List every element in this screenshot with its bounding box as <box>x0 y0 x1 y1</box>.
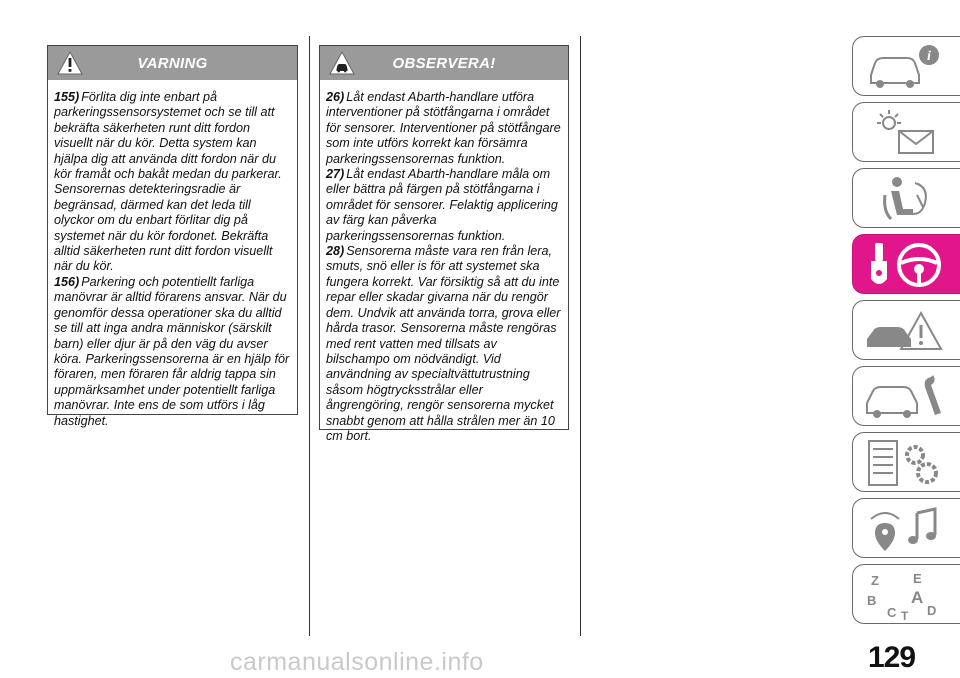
chapter-tab-index[interactable] <box>852 564 960 624</box>
multimedia-icon <box>861 503 953 555</box>
spec-list-gears-icon <box>861 437 953 489</box>
index-letter: Z <box>871 573 879 588</box>
warning-triangle-icon <box>56 50 84 76</box>
note-text: Sensorerna måste vara ren från lera, smuts, snö eller is för att systemet ska fungera korrekt. Var försiktig så att du inte repar eller skadar givarna när du rengör dem. Undvik att använda torra, grova eller hårda trasor. Sensorerna måste rengöras med rent vatten med tillsats av bilschampo om nödvändigt. Vid användning av specialtvättutrustning såsom högtrycksstrålar eller ångrengöring, rengör sensorerna mycket snabbt genom att hålla strålen mer än 10 cm bort. <box>326 244 561 443</box>
alphabetical-index-icon <box>861 569 953 621</box>
chapter-tab-multimedia[interactable] <box>852 498 960 558</box>
svg-text:i: i <box>927 49 931 64</box>
chapter-tab-technical-data[interactable] <box>852 432 960 492</box>
note-text: Låt endast Abarth-handlare utföra interventioner på stötfångarna i området för sensorer. Interventioner på stötfångare som inte utförs korrekt kan försämra parkeringssensorernas funktion. <box>326 90 561 166</box>
warning-lights-message-icon <box>861 107 953 159</box>
warning-header <box>48 46 297 80</box>
chapter-tab-car-info[interactable] <box>852 36 960 96</box>
index-letter: C <box>887 605 897 620</box>
warning-note <box>54 275 291 429</box>
car-accident-icon <box>861 305 953 357</box>
chapter-tab-maintenance[interactable] <box>852 366 960 426</box>
chapter-tab-emergency[interactable] <box>852 300 960 360</box>
chapter-tab-starting-driving[interactable] <box>852 234 960 294</box>
watermark: carmanualsonline.info <box>230 648 484 676</box>
observera-note <box>326 90 562 167</box>
note-number: 155) <box>54 90 80 104</box>
column-divider-right <box>580 36 581 636</box>
observera-note <box>326 167 562 244</box>
observera-note <box>326 244 562 444</box>
note-text: Förlita dig inte enbart på parkeringssensorsystemet och se till att bekräfta säkerheten runt ditt fordon visuellt när du kör. Detta system kan hjälpa dig att använda ditt fordon när du kör framåt och bakåt medan du parkerar. Sensorernas detekteringsradie är begränsad, därmed kan det leda till olyckor om du enbart förlitar dig på systemet när du kör fordonet. Bekräfta alltid säkerheten runt ditt fordon visuellt när du kör. <box>54 90 282 274</box>
note-number: 156) <box>54 274 80 289</box>
warning-body <box>48 80 297 437</box>
warning-note <box>54 90 291 275</box>
observera-body <box>320 80 568 452</box>
note-text: Parkering och potentiellt farliga manövrar är alltid förarens ansvar. När du genomför dessa operationer ska du alltid se till att inga andra människor (särskilt barn) eller djur är på den väg du avser köra. Parkeringssensorerna är en hjälp för föraren, men föraren får aldrig tappa sin uppmärksamhet under potentiellt farliga manövrar. Inte ens de som utförs i låg hastighet. <box>54 274 290 428</box>
note-number: 28) <box>326 244 345 259</box>
car-wrench-icon <box>861 371 953 423</box>
note-number: 26) <box>326 90 345 104</box>
index-letter: D <box>927 603 937 618</box>
car-info-icon <box>861 41 953 93</box>
observera-header <box>320 46 568 80</box>
note-text: Låt endast Abarth-handlare måla om eller bättra på färgen på stötfångarna i området för sensorer. Felaktig applicering av färg kan påverka parkeringssensorernas funktion. <box>326 167 558 243</box>
chapter-tab-safety[interactable] <box>852 168 960 228</box>
warning-title: VARNING <box>137 54 208 72</box>
column-divider-left <box>309 36 310 636</box>
index-letter: A <box>911 588 924 607</box>
car-caution-icon <box>328 50 356 76</box>
observera-title: OBSERVERA! <box>392 54 496 72</box>
observera-box <box>319 45 569 443</box>
index-letter: E <box>913 571 922 586</box>
seat-airbag-icon <box>861 173 953 225</box>
warning-box <box>47 45 298 428</box>
page-number: 129 <box>868 641 916 674</box>
index-letter: B <box>867 593 877 608</box>
note-number: 27) <box>326 167 345 182</box>
index-letter: T <box>901 609 909 621</box>
chapter-tab-warning-lights[interactable] <box>852 102 960 162</box>
key-steering-wheel-icon <box>861 239 953 291</box>
